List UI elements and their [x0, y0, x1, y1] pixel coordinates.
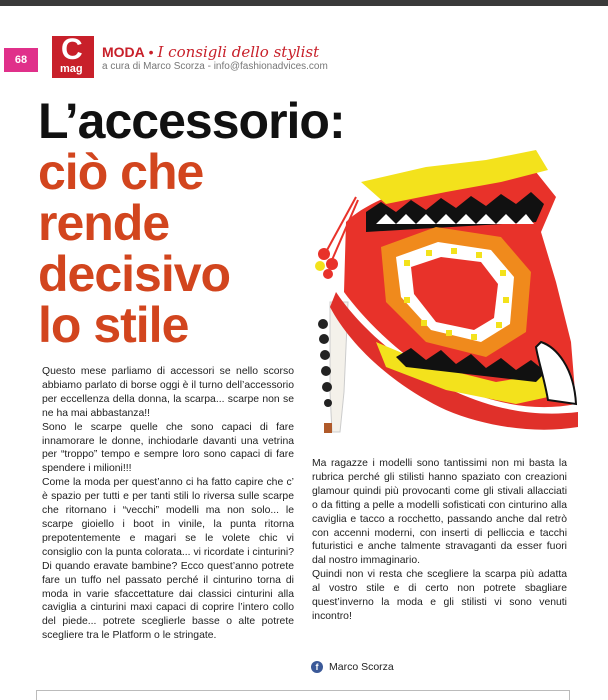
- bottom-frame: [36, 690, 570, 700]
- shoe-illustration: [286, 142, 586, 442]
- logo-letter: C: [61, 33, 83, 66]
- paragraph-4: Ma ragazze i modelli sono tantissimi non mi basta la rubrica perché gli stilisti hanno spaziato con creazioni glamour quindi più provocanti come gli stivali allacciati o da fitting a pelle a modelli sofisticati con cinturino alla caviglia e tacco a rocchetto, passando anche dal retrò con accenni moderni, con inserti di pelliccia e tacchi futuristici e anche talmente stravaganti da esser fuori dal nostro immaginario.: [312, 458, 567, 567]
- author-credit: [311, 661, 394, 673]
- facebook-icon: f: [311, 661, 323, 673]
- byline: a cura di Marco Scorza - info@fashionadvices.com: [102, 61, 328, 72]
- section-header: [102, 43, 319, 61]
- headline-line-4: decisivo: [38, 246, 231, 302]
- column-title: I consigli dello stylist: [157, 43, 320, 61]
- magazine-logo: [52, 33, 94, 78]
- section-rubric: MODA: [102, 44, 145, 60]
- headline-line-2: ciò che: [38, 144, 204, 200]
- paragraph-5: Quindi non vi resta che scegliere la scarpa più adatta al vostro stile e di certo non potrete sbagliare quest’inverno la moda e gli stilisti vi sono venuti incontro!: [312, 569, 567, 622]
- paragraph-2: Sono le scarpe quelle che sono capaci di fare innamorare le donne, inchiodarle davanti una vetrina per “troppo” tempo e sempre loro sono capaci di fare spendere i milioni!!!: [42, 421, 294, 475]
- logo-side-text: EDIZIONE: [53, 43, 60, 67]
- logo-sub: mag: [60, 63, 83, 75]
- header-separator: •: [148, 44, 154, 60]
- author-name: Marco Scorza: [329, 661, 394, 673]
- article-column-right: [312, 457, 567, 624]
- paragraph-1: Questo mese parliamo di accessori se nello scorso abbiamo parlato di borse oggi è il turno dell’accessorio per eccellenza della donna, la scarpa... scarpe non se ne ha mai abbastanza!!: [42, 366, 294, 419]
- article-column-left: [42, 365, 294, 643]
- headline-line-1: L’accessorio:: [38, 93, 345, 149]
- page-number: 68: [4, 48, 38, 72]
- top-bar: [0, 0, 608, 6]
- paragraph-3: Come la moda per quest’anno ci ha fatto capire che c’ è spazio per tutti e per tanti stili lo riversa sulle scarpe che ritornano i “vecchi” modelli ma non solo... le scarpe gioiello i boot in vinile, la punta ritorna prepotentemente e magari se le volete chic vi consiglio con la punta colorata... vi ricordate i cinturini? Di quando eravate bambine? Ecco quest’anno potrete fare un tuffo nel passato perché il cinturino torna di moda in varie sfaccettature dai classici cinturini alla caviglia a cinturini maxi capaci di coprire l’intero collo del piede... potrete sceglierle basse o alte potrete scegliere tra le Platform o le stringate.: [42, 477, 294, 642]
- headline-line-3: rende: [38, 195, 170, 251]
- headline-line-5: lo stile: [38, 297, 189, 353]
